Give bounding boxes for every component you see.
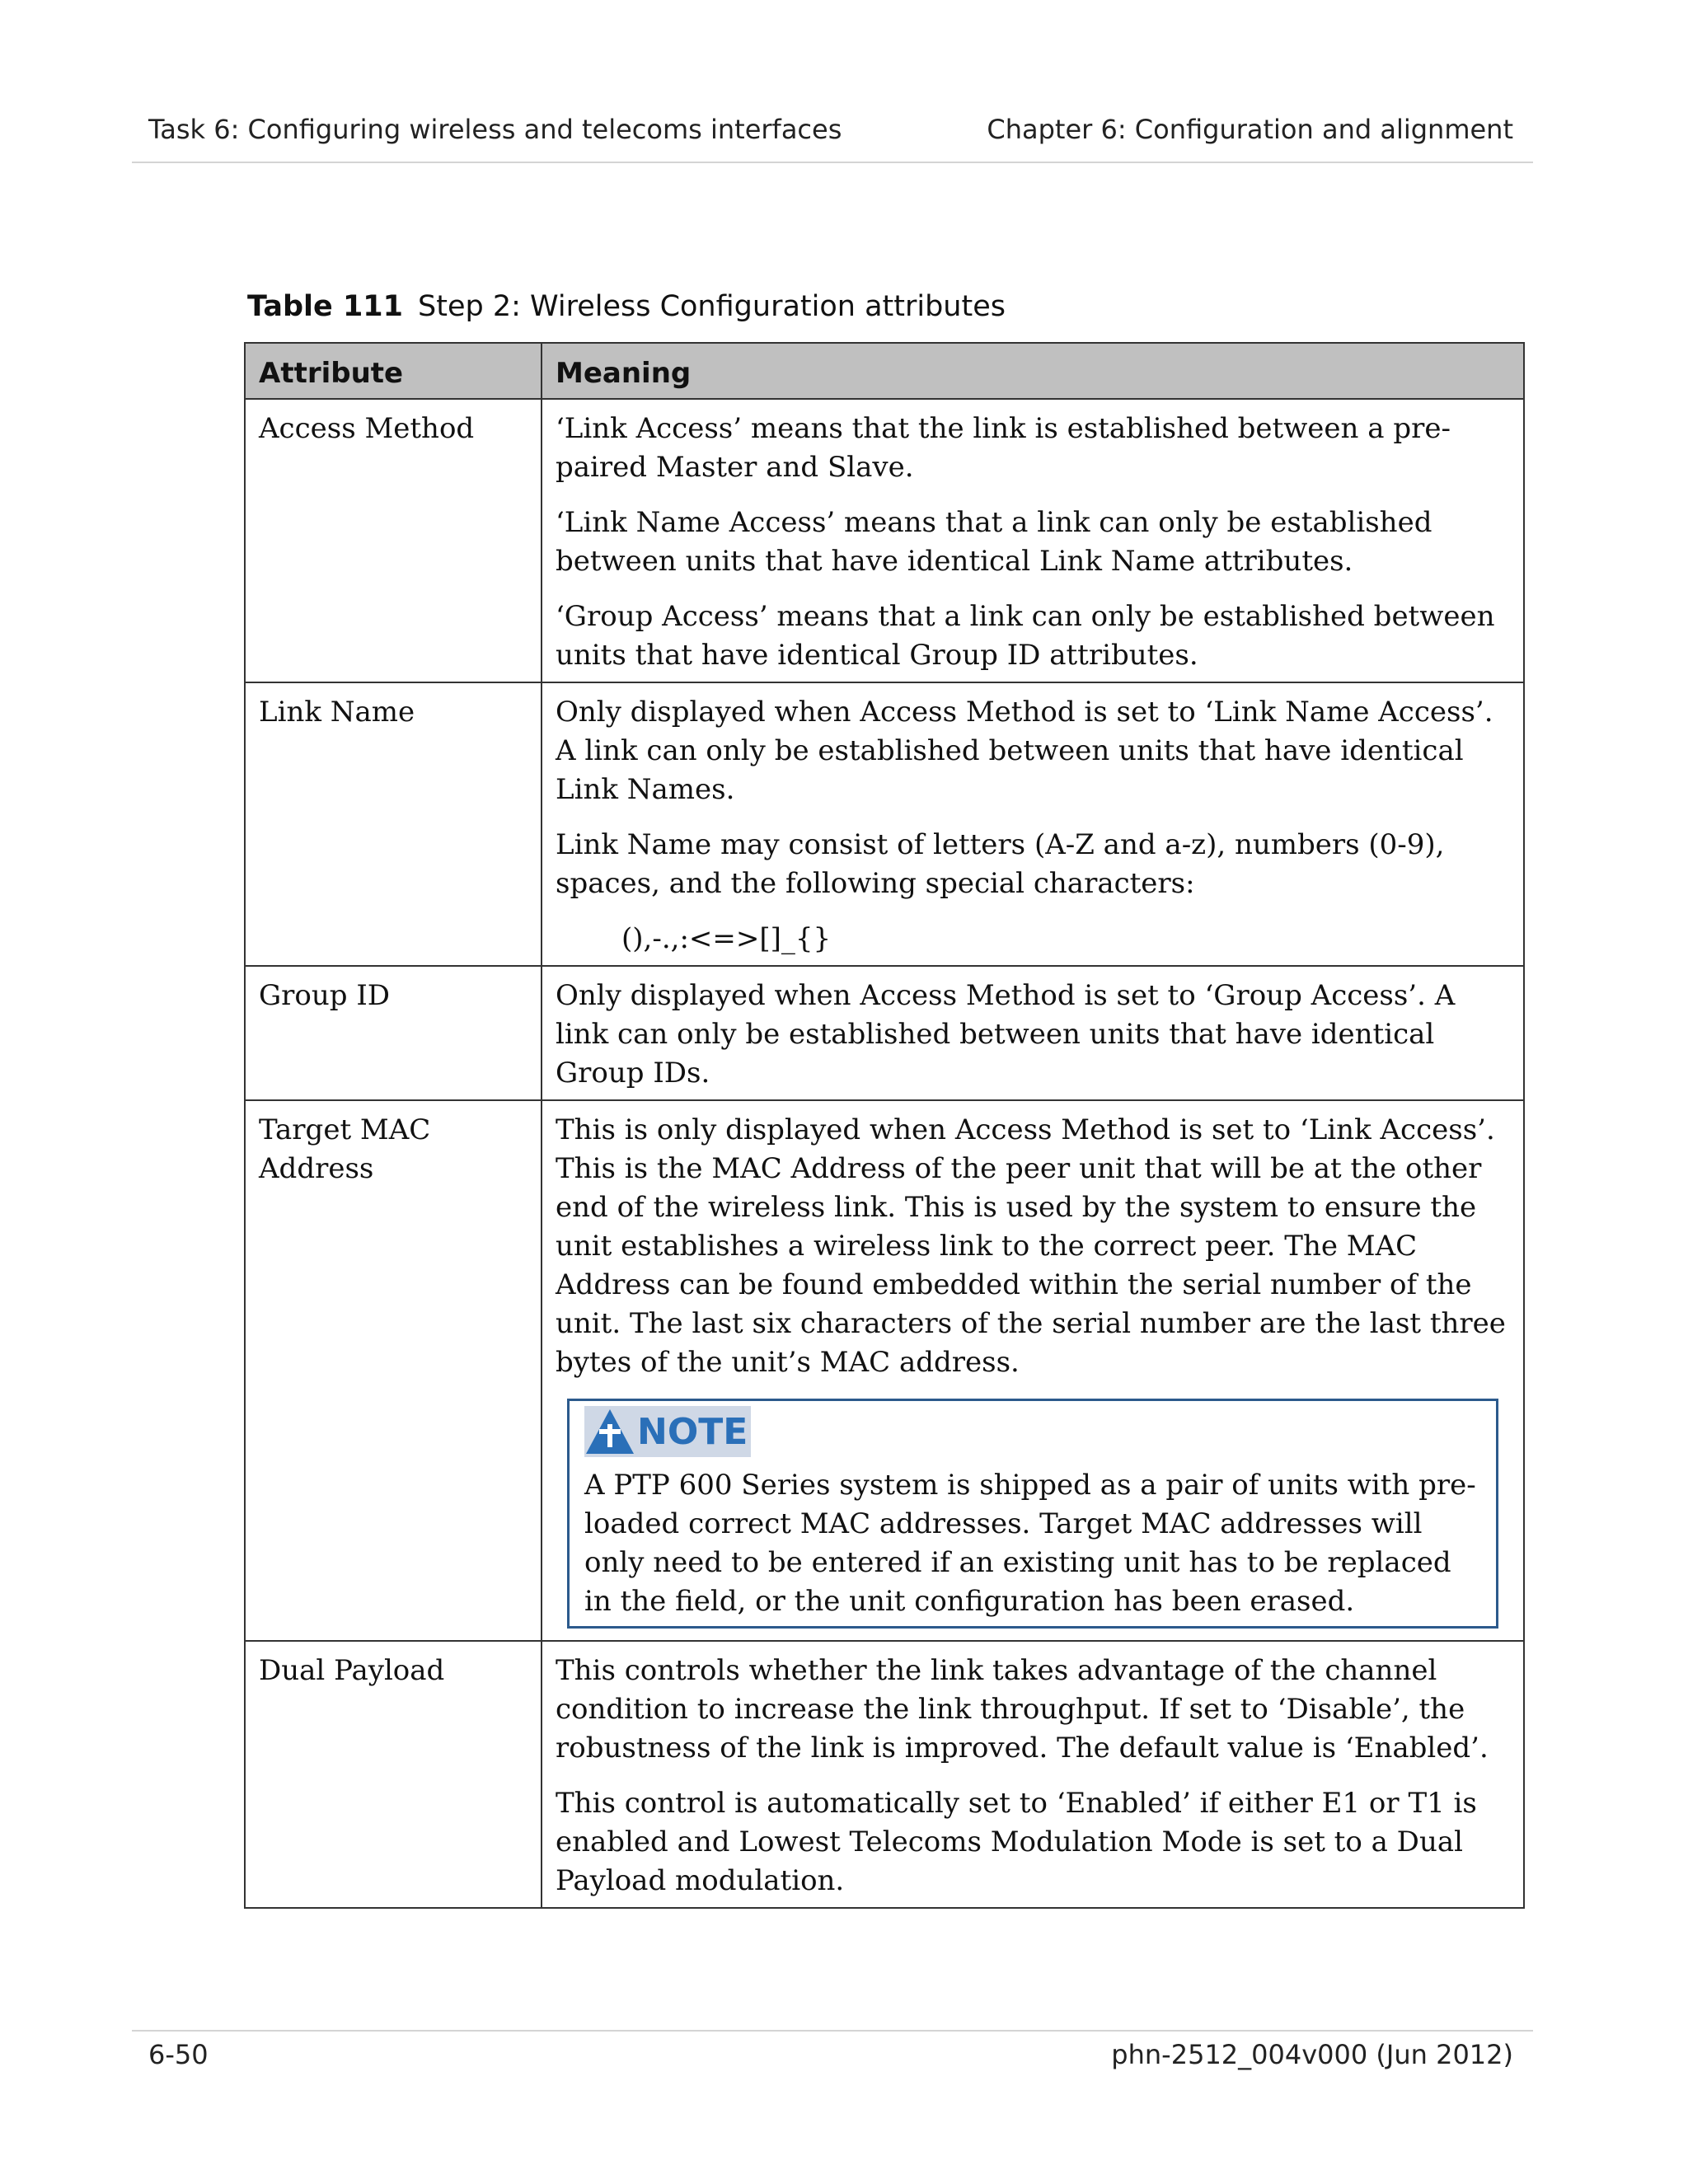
wireless-attributes-table: [244, 342, 1525, 1909]
meaning-paragraph: ‘Link Access’ means that the link is established between a pre-paired Master and Slave.: [556, 412, 1451, 484]
page-number: 6-50: [148, 2039, 209, 2070]
header-rule: [132, 162, 1533, 163]
meaning-paragraph: ‘Group Access’ means that a link can only be established between units that have identical Group ID attributes.: [556, 600, 1495, 672]
note-heading: [584, 1406, 751, 1457]
table-row-dual-payload: [245, 1641, 1524, 1908]
running-header-left: Task 6: Configuring wireless and telecoms interfaces: [148, 114, 842, 145]
note-label: NOTE: [637, 1410, 748, 1453]
table-row-link-name: [245, 682, 1524, 966]
table-caption-label: Table 111: [247, 290, 404, 323]
special-characters-list: (),-.,:<=>[]_{}: [621, 922, 832, 955]
meaning-cell: [542, 682, 1524, 966]
attribute-cell: Access Method: [245, 399, 542, 682]
table-row-access-method: [245, 399, 1524, 682]
meaning-cell: [542, 1641, 1524, 1908]
table-caption-title: Step 2: Wireless Configuration attributes: [418, 290, 1006, 323]
column-header-attribute: Attribute: [245, 343, 542, 399]
table-row-target-mac-address: [245, 1100, 1524, 1641]
meaning-paragraph: Only displayed when Access Method is set to ‘Group Access’. A link can only be established between units that have identical Group IDs.: [556, 979, 1456, 1090]
meaning-cell: [542, 399, 1524, 682]
meaning-paragraph: ‘Link Name Access’ means that a link can only be established between units that have identical Link Name attributes.: [556, 506, 1432, 578]
meaning-cell: [542, 1100, 1524, 1641]
document-id: phn-2512_004v000 (Jun 2012): [1111, 2039, 1513, 2070]
table-header-row: [245, 343, 1524, 399]
note-box: [567, 1399, 1498, 1629]
attribute-cell: Link Name: [245, 682, 542, 966]
meaning-paragraph: This controls whether the link takes advantage of the channel condition to increase the link throughput. If set to ‘Disable’, the robustness of the link is improved. The default value is ‘Enabled’.: [556, 1654, 1489, 1765]
warning-triangle-icon: [584, 1408, 635, 1455]
meaning-paragraph: Link Name may consist of letters (A-Z and a-z), numbers (0-9), spaces, and the following special characters:: [556, 828, 1445, 900]
footer-rule: [132, 2030, 1533, 2032]
running-header-right: Chapter 6: Configuration and alignment: [987, 114, 1513, 145]
attribute-cell: Target MAC Address: [245, 1100, 542, 1641]
table-caption: [247, 290, 1006, 323]
attribute-cell: Group ID: [245, 966, 542, 1100]
meaning-paragraph: Only displayed when Access Method is set to ‘Link Name Access’. A link can only be established between units that have identical Link Names.: [556, 696, 1493, 806]
attribute-cell: Dual Payload: [245, 1641, 542, 1908]
meaning-cell: [542, 966, 1524, 1100]
note-text: A PTP 600 Series system is shipped as a pair of units with pre-loaded correct MAC addresses. Target MAC addresses will only need to be entered if an existing unit has to be replaced in the field, or the unit configuration has been erased.: [584, 1469, 1476, 1618]
meaning-paragraph: This is only displayed when Access Method is set to ‘Link Access’. This is the MAC Address of the peer unit that will be at the other end of the wireless link. This is used by the system to ensure the unit establishes a wireless link to the correct peer. The MAC Address can be found embedded within the serial number of the unit. The last six characters of the serial number are the last three bytes of the unit’s MAC address.: [556, 1113, 1506, 1379]
meaning-paragraph: This control is automatically set to ‘Enabled’ if either E1 or T1 is enabled and Lowest Telecoms Modulation Mode is set to a Dual Payload modulation.: [556, 1787, 1477, 1897]
table-row-group-id: [245, 966, 1524, 1100]
column-header-meaning: Meaning: [542, 343, 1524, 399]
